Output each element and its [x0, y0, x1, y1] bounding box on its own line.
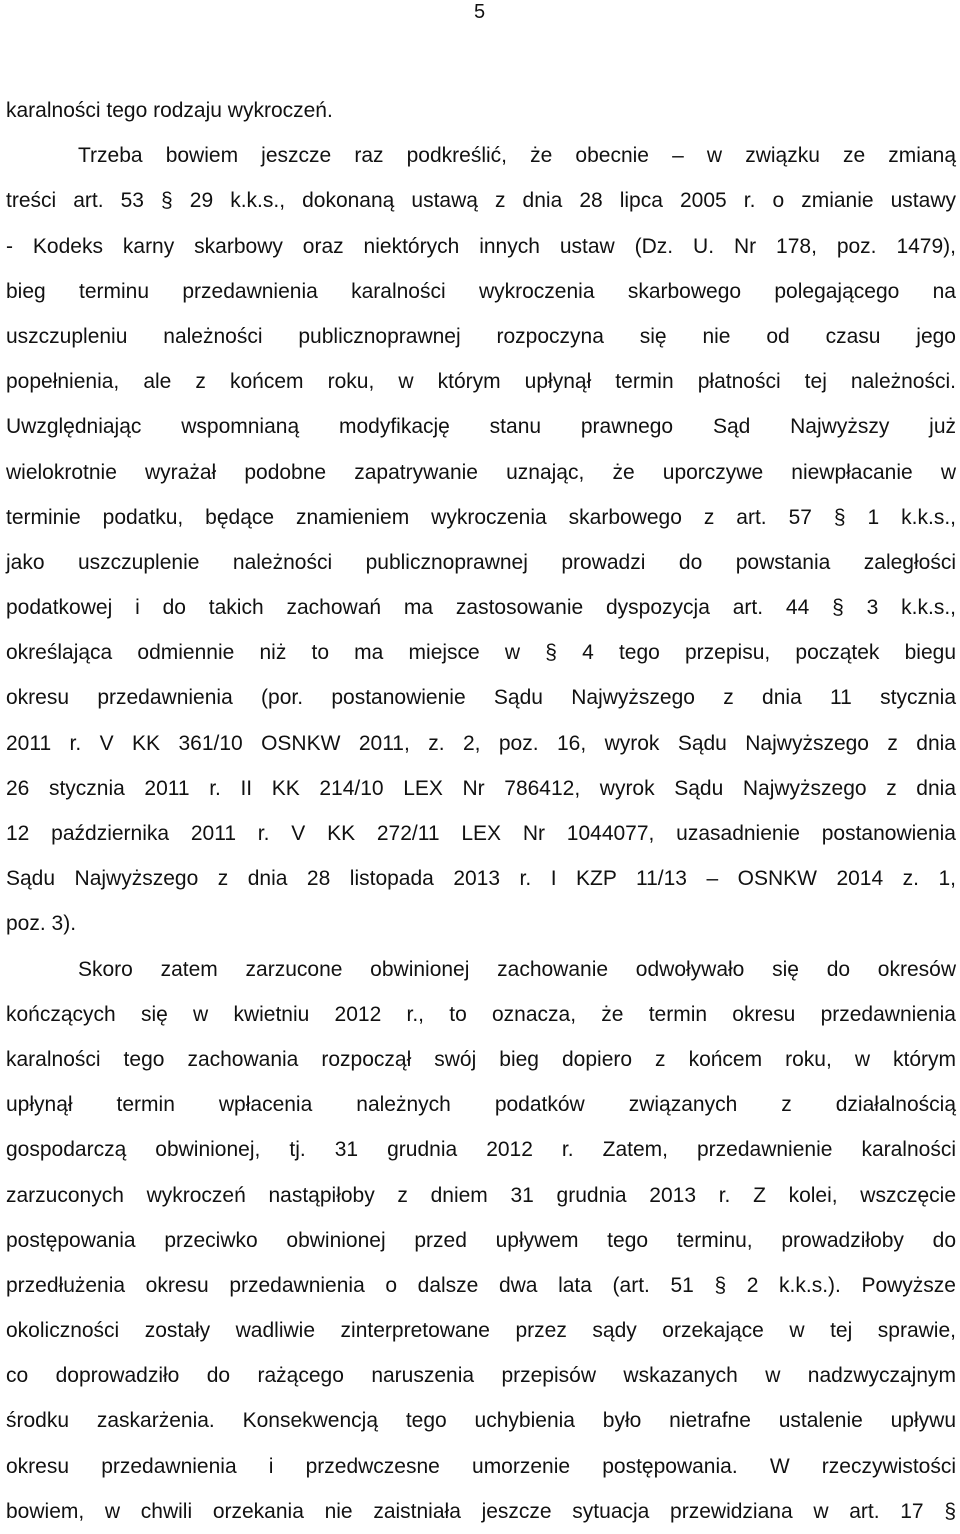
text-line: Skoro zatem zarzucone obwinionej zachowanie odwoływało się do okresów: [78, 957, 956, 981]
page-number: 5: [474, 1, 486, 23]
text-line: popełnienia, ale z końcem roku, w którym upłynął termin płatności tej należności.: [6, 370, 956, 394]
text-line: wielokrotnie wyrażał podobne zapatrywanie uznając, że uporczywe niewpłacanie w: [6, 460, 956, 484]
document-body: [6, 88, 956, 1534]
text-line: Trzeba bowiem jeszcze raz podkreślić, że obecnie – w związku ze zmianą: [78, 144, 956, 168]
text-line: określająca odmiennie niż to ma miejsce w § 4 tego przepisu, początek biegu: [6, 641, 956, 665]
text-line: zarzuconych wykroczeń nastąpiłoby z dniem 31 grudnia 2013 r. Z kolei, wszczęcie: [6, 1183, 956, 1207]
text-line: co doprowadziło do rażącego naruszenia przepisów wskazanych w nadzwyczajnym: [6, 1364, 956, 1388]
text-line: poz. 3).: [6, 912, 77, 936]
text-line: jako uszczuplenie należności publicznoprawnej prowadzi do powstania zaległości: [6, 550, 956, 574]
text-line: uszczupleniu należności publicznoprawnej rozpoczyna się nie od czasu jego: [6, 324, 956, 348]
text-line: okresu przedawnienia (por. postanowienie Sądu Najwyższego z dnia 11 stycznia: [6, 686, 956, 710]
text-line: karalności tego rodzaju wykroczeń.: [6, 99, 333, 122]
text-line: terminie podatku, będące znamieniem wykroczenia skarbowego z art. 57 § 1 k.k.s.,: [6, 505, 956, 529]
text-line: środku zaskarżenia. Konsekwencją tego uchybienia było nietrafne ustalenie upływu: [6, 1409, 956, 1433]
text-line: karalności tego zachowania rozpoczął swój bieg dopiero z końcem roku, w którym: [6, 1047, 956, 1071]
text-line: bieg terminu przedawnienia karalności wykroczenia skarbowego polegającego na: [6, 279, 956, 303]
text-line: - Kodeks karny skarbowy oraz niektórych innych ustaw (Dz. U. Nr 178, poz. 1479),: [6, 234, 956, 258]
text-line: 2011 r. V KK 361/10 OSNKW 2011, z. 2, poz. 16, wyrok Sądu Najwyższego z dnia: [6, 731, 956, 755]
text-line: Uwzględniając wspomnianą modyfikację stanu prawnego Sąd Najwyższy już: [6, 415, 956, 439]
text-line: upłynął termin wpłacenia należnych podatków związanych z działalnością: [6, 1093, 956, 1117]
text-line: postępowania przeciwko obwinionej przed upływem tego terminu, prowadziłoby do: [6, 1228, 956, 1252]
text-line: okoliczności zostały wadliwie zinterpretowane przez sądy orzekające w tej sprawie,: [6, 1319, 956, 1343]
text-line: bowiem, w chwili orzekania nie zaistniała jeszcze sytuacja przewidziana w art. 17 §: [6, 1499, 956, 1523]
text-line: treści art. 53 § 29 k.k.s., dokonaną ustawą z dnia 28 lipca 2005 r. o zmianie ustawy: [6, 189, 956, 213]
text-line: podatkowej i do takich zachowań ma zastosowanie dyspozycja art. 44 § 3 k.k.s.,: [6, 596, 956, 620]
text-line: okresu przedawnienia i przedwczesne umorzenie postępowania. W rzeczywistości: [6, 1454, 956, 1478]
text-line: 12 października 2011 r. V KK 272/11 LEX Nr 1044077, uzasadnienie postanowienia: [6, 822, 956, 845]
text-line: 26 stycznia 2011 r. II KK 214/10 LEX Nr 786412, wyrok Sądu Najwyższego z dnia: [6, 776, 956, 800]
text-line: przedłużenia okresu przedawnienia o dalsze dwa lata (art. 51 § 2 k.k.s.). Powyższe: [6, 1273, 956, 1297]
text-line: kończących się w kwietniu 2012 r., to oznacza, że termin okresu przedawnienia: [6, 1002, 956, 1026]
text-line: Sądu Najwyższego z dnia 28 listopada 2013 r. I KZP 11/13 – OSNKW 2014 z. 1,: [6, 867, 956, 891]
text-line: gospodarczą obwinionej, tj. 31 grudnia 2012 r. Zatem, przedawnienie karalności: [6, 1138, 956, 1162]
